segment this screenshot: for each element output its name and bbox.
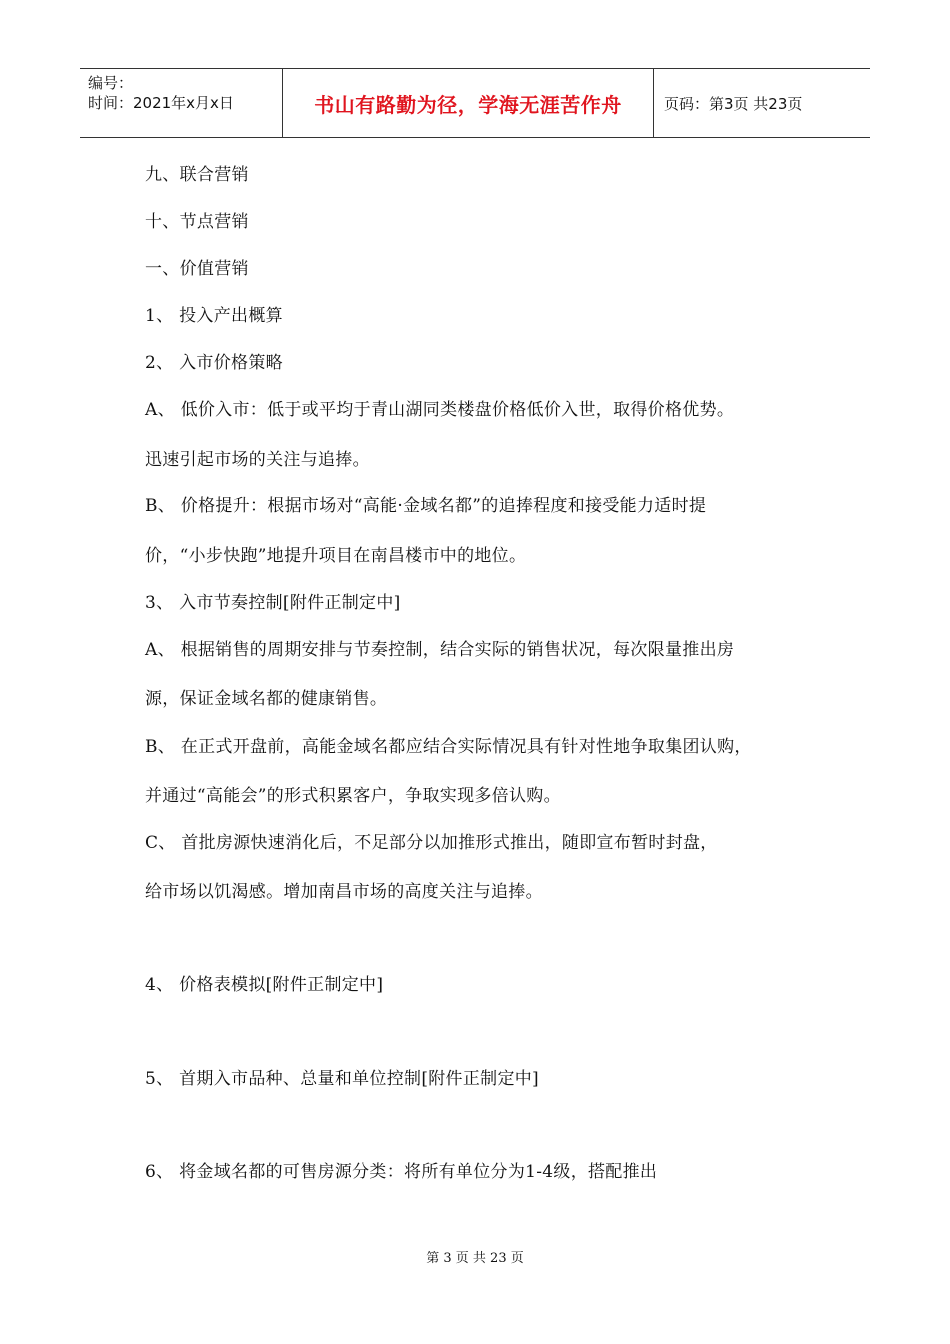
header-motto-cell (282, 69, 654, 137)
body-line: 源，保证金域名都的健康销售。 (145, 689, 388, 709)
body-line: 5、 首期入市品种、总量和单位控制[附件正制定中] (145, 1069, 539, 1089)
page-info-text: 页码：第3页 共23页 (664, 94, 803, 113)
body-line: C、 首批房源快速消化后，不足部分以加推形式推出，随即宣布暂时封盘， (145, 833, 718, 853)
body-line: 价，“小步快跑”地提升项目在南昌楼市中的地位。 (145, 546, 527, 566)
time-label: 时间：2021年x月x日 (88, 94, 234, 112)
body-line: B、 在正式开盘前，高能金域名都应结合实际情况具有针对性地争取集团认购， (145, 737, 752, 757)
number-label: 编号： (88, 74, 134, 92)
body-line: 4、 价格表模拟[附件正制定中] (145, 975, 384, 995)
body-line: 一、价值营销 (145, 259, 249, 279)
motto-text: 书山有路勤为径，学海无涯苦作舟 (314, 92, 622, 117)
body-line: 九、联合营销 (145, 165, 249, 185)
body-line: 3、 入市节奏控制[附件正制定中] (145, 593, 401, 613)
body-line: A、 低价入市：低于或平均于青山湖同类楼盘价格低价入世，取得价格优势。 (145, 400, 735, 420)
body-line: 2、 入市价格策略 (145, 353, 283, 373)
body-line: 给市场以饥渴感。增加南昌市场的高度关注与追捧。 (145, 882, 543, 902)
header-page-info (654, 69, 870, 137)
body-line: B、 价格提升：根据市场对“高能·金域名都”的追捧程度和接受能力适时提 (145, 496, 707, 516)
body-line: 1、 投入产出概算 (145, 306, 283, 326)
page-header (80, 68, 870, 138)
header-meta (80, 69, 282, 137)
body-line: 迅速引起市场的关注与追捧。 (145, 450, 370, 470)
body-line: 并通过“高能会”的形式积累客户，争取实现多倍认购。 (145, 786, 561, 806)
body-line: 6、 将金域名都的可售房源分类：将所有单位分为1-4级，搭配推出 (145, 1162, 658, 1182)
page-footer: 第 3 页 共 23 页 (426, 1251, 524, 1266)
body-line: A、 根据销售的周期安排与节奏控制，结合实际的销售状况，每次限量推出房 (145, 640, 735, 660)
body-line: 十、节点营销 (145, 212, 249, 232)
